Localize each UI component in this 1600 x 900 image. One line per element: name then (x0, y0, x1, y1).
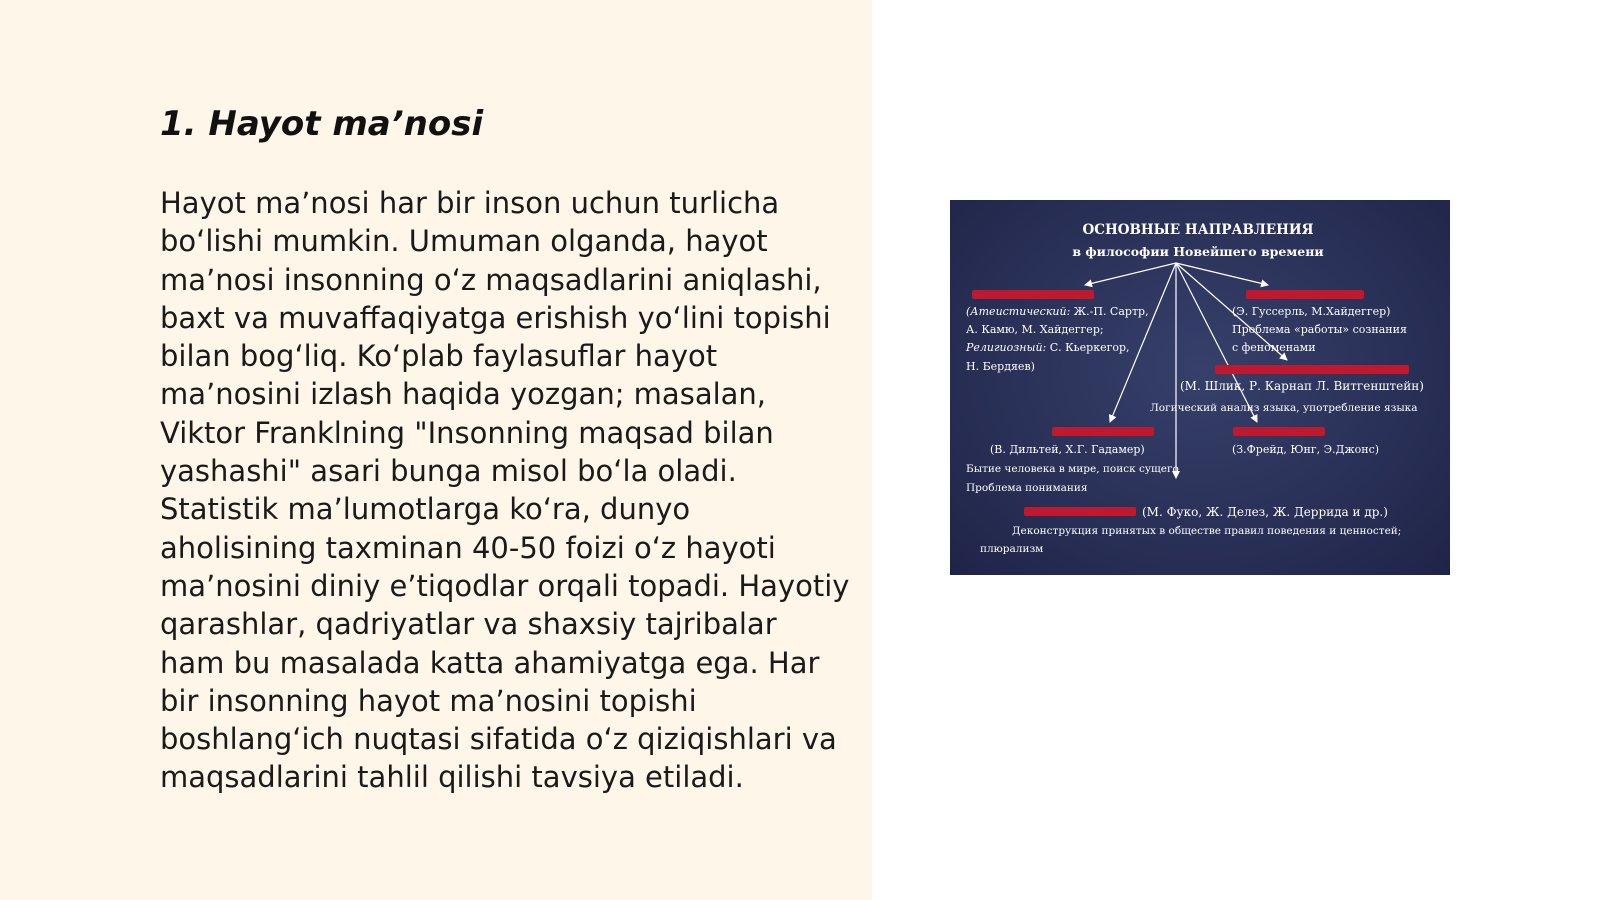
bottom-block-line2: Деконструкция принятых в обществе правил поведения и ценностей; (1012, 525, 1402, 537)
freud-block-line1: (З.Фрейд, Юнг, Э.Джонс) (1232, 443, 1380, 456)
right-block-line3: с феноменами (1232, 341, 1316, 354)
middle-block-line1: (М. Шлик, Р. Карнап Л. Витгенштейн) (1180, 379, 1424, 393)
bottom-block-line3: плюрализм (980, 543, 1044, 555)
right-block-line2: Проблема «работы» сознания (1232, 323, 1407, 336)
red-label-analytic (1215, 365, 1409, 374)
diagram-title-line2: в философии Новейшего времени (1072, 244, 1324, 259)
bottom-block-line1: (М. Фуко, Ж. Делез, Ж. Деррида и др.) (1142, 505, 1388, 519)
left-block-line1: (Атеистический: Ж.-П. Сартр, (966, 305, 1149, 318)
herm-block-line3: Проблема понимания (966, 482, 1088, 494)
red-label-existentialism (972, 290, 1094, 299)
arrow-left (1085, 263, 1176, 285)
right-block-line1: (Э. Гуссерль, М.Хайдеггер) (1232, 305, 1391, 318)
red-label-psychoanalysis (1233, 427, 1325, 436)
red-label-hermeneutics (1052, 427, 1154, 436)
philosophy-diagram-image (950, 200, 1450, 575)
left-block-line2: А. Камю, М. Хайдеггер; (966, 323, 1104, 336)
left-block-line4: Н. Бердяев) (966, 360, 1035, 373)
herm-block-line2: Бытие человека в мире, поиск сущего (966, 463, 1179, 475)
left-block-line3: Религиозный: С. Кьеркегор, (966, 341, 1130, 354)
diagram-svg (950, 200, 1450, 575)
herm-block-line1: (В. Дильтей, Х.Г. Гадамер) (990, 443, 1145, 456)
slide-body-text: Hayot ma’nosi har bir inson uchun turlicha bo‘lishi mumkin. Umuman olganda, hayot ma’nosi insonning o‘z maqsadlarini aniqlashi, baxt va muvaffaqiyatga erishish yo‘lini topishi bilan bog‘liq. Ko‘plab faylasuflar hayot ma’nosini izlash haqida yozgan; masalan, Viktor Franklning "Insonning maqsad bilan yashashi" asari bunga misol bo‘la oladi. Statistik ma’lumotlarga ko‘ra, dunyo aholisining taxminan 40-50 foizi o‘z hayoti ma’nosini diniy e’tiqodlar orqali topadi. Hayotiy qarashlar, qadriyatlar va shaxsiy tajribalar ham bu masalada katta ahamiyatga ega. Har bir insonning hayot ma’nosini topishi boshlang‘ich nuqtasi sifatida o‘z qiziqishlari va maqsadlarini tahlil qilishi tavsiya etiladi. (160, 186, 850, 795)
middle-block-line2: Логический анализ языка, употребление языка (1150, 402, 1418, 414)
diagram-title-line1: ОСНОВНЫЕ НАПРАВЛЕНИЯ (1082, 222, 1314, 238)
red-label-phenomenology (1246, 290, 1364, 299)
red-label-postmodernism (1024, 507, 1136, 516)
slide-title: 1. Hayot ma’nosi (160, 104, 484, 144)
arrow-right (1176, 263, 1268, 285)
